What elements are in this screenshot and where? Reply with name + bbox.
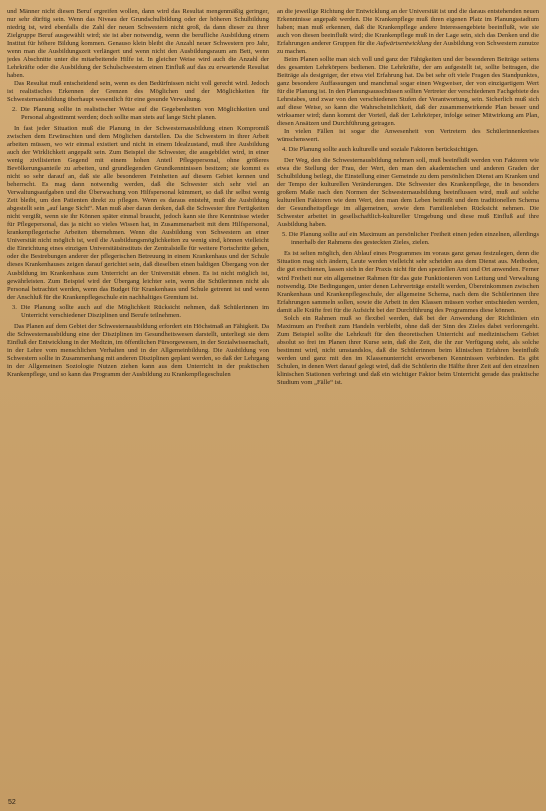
page-number: 52 bbox=[8, 799, 16, 806]
paragraph: Der Weg, den die Schwesternausbildung nehmen soll, muß beeinflußt werden von Faktoren wie etwa die Stellung der Frau, der Wert, den man den akademischen und anderen Graden der Schulbildung beilegt, die Einstellung einer Gemeinde zu dem persönlichen Dienst am Kranken und der Tempo der kulturellen Veränderungen. Die Schwester des Krankenpflege, die in besonders großem Maße nach den Normen der Schwesternausbildung beeinflussen wird, muß auf solche kulturellen Faktoren wie dem Wert, den man dem Leben beimißt und dem traditionellen Schema der Gesundheitspflege im allgemeinen, sowie dem Familienleben Rücksicht nehmen. Die Schwester arbeitet in gesellschaftlich-kultureller Umgebung und diese muß Einfluß auf ihre Ausbildung haben. bbox=[277, 157, 539, 229]
right-column bbox=[277, 8, 539, 788]
paragraph: Es ist selten möglich, den Ablauf eines Programmes im voraus ganz genau festzulegen, denn die Situation mag sich ändern, Leute werden vielleicht sehr scheiden aus dem Dienst aus. Methoden, die gut erschienen, lassen sich in der Praxis nicht für den speziellen Amt und Ort anwenden. Ferner wird Freiheit nur ein allgemeiner Rahmen für das gute Funktionieren von Leitung und Verwaltung notwendig. Die Bedingungen, unter denen Lehrverträge erstellt werden, Übereinkommen zwischen Krankenhaus und Krankenpflegeschule, der allgemeine Schema, nach dem die Schülerinnen ihre Erfahrungen sammeln sollen, sowie die Arbeit in den Klassen müssen vorher entschieden werden, damit alle Kräfte frei für die Aufsicht bei der Durchführung des Programmes diese können. bbox=[277, 250, 539, 314]
text-columns bbox=[7, 8, 539, 788]
left-column bbox=[7, 8, 269, 788]
numbered-principle: 3. Die Planung sollte auch auf die Möglichkeit Rücksicht nehmen, daß Schülerinnen im Unterricht verschiedener Disziplinen und Berufe teilnehmen. bbox=[12, 303, 269, 319]
paragraph: und Männer nicht diesen Beruf ergreifen wollen, dann wird das Resultat mengenmäßig geringer, nur sehr dürftig sein. Wenn das Niveau der Grundschulbildung oder der höheren Schulbildung niedrig ist, wird ebenfalls die Zahl der neuen Schwestern nicht groß, da dann dieser zu ihrer Zielgruppe Beruf ausgewählt wird; sie ist aber notwendig, wenn die berufliche Ausbildung einem Institut für höhere Bildung kommen. Genauso klein bleibt die Anzahl neuer Schwestern pro Jahr, wenn man die Ausbildungszeit verlängert und wenn nicht den Ausbildungsraum am Bett, wenn jedes Abschnitte unter die mitarbeitende Hilfe ist. In gleicher Weise wird auch die Anzahl der Lehrkräfte oder die Ausbildung der Schulschwestern einen Einfluß auf das zu erwartende Resultat haben. bbox=[7, 8, 269, 80]
emphasis: Aufwärtsentwicklung bbox=[376, 40, 432, 48]
paragraph: Das Planen auf dem Gebiet der Schwesternausbildung erfordert ein Höchstmaß an Fähigkeit. Da die Schwesternausbildung eine der Disziplinen im Gesundheitswesen darstellt, unterliegt sie dem Einfluß der Entwicklung in der Medizin, im öffentlichen Fürsorgewesen, in der Sozialwissenschaft, in der Lehre vom menschlichen Verhalten und in der Allgemeinbildung. Die Ausbildung von Schwestern sollte in Zusammenhang mit anderen Disziplinen geplant werden, so daß der Lehrgang in der Allgemeinen Soziologie Nutzen ziehen kann aus dem Unterricht in der praktischen Krankenpflege, und so kann das Programm der Ausbildung zu Krankenpflegeschulen bbox=[7, 322, 269, 378]
paragraph: Solch ein Rahmen muß so flexibel werden, daß bei der Anwendung der Richtlinien ein Maximum an Freiheit zum Handeln verbleibt, ohne daß der Sinn des Zieles dabei verlorengeht. Zum Beispiel sollte die Lehrkraft für den theoretischen Unterricht auf medizinischem Gebiet absolut so frei im Planen ihrer Kurse sein, daß die Zeit, die ihr zur Verfügung steht, als solche bestimmt wird, nicht umstandslos, daß die Schülerinnen beim klinischen Erfahren beeinflußt werden und ganz mit den im Klassenunterricht erworbenen Kenntnissen verbinden. Es gibt Schulen, in denen Wert darauf gelegt wird, daß die Schülerin die Hälfte ihrer Zeit auf den einzelnen klinischen Stationen verbringt und daß ein wichtiger Faktor beim Unterricht gerade das praktische Studium vom „Fälle“ ist. bbox=[277, 314, 539, 386]
paragraph: Beim Planen sollte man sich voll und ganz der Fähigkeiten und der besonderen Beiträge seitens des gesamten Lehrkörpers bedienen. Die Lehrkräfte, der am aufgestellt ist, sollte beitragen, die Beiträge als designiger, der etwa viel Erfahrung hat. Da bei sehr oft viele Fragen des Standpunktes, ganz besondere Auffassungen und manchmal sogar einen Wegweiser, der von einzigartigem Wert für die Planung ist. In den Planungsausschüssen sollten Vertreter der verschiedenen Fachgebiete des Lehrstabes, und zwar von den verschiedenen Stufen der Verantwortung, sein. Sicherlich muß sich auf diese Weise, so kann die Wahrscheinlichkeit, daß der zusammenwirkende Plan besser und wirksamer wird; dann kommt der Vorteil, daß der Lehrkörper, infolge seiner Mitwirkung am Plan, diesen Ansätzen und Durchführung getragen. bbox=[277, 56, 539, 128]
paragraph: In fast jeder Situation muß die Planung in der Schwesternausbildung einen Kompromiß zwischen dem Erwünschten und dem Möglichen darstellen. Da die Schwestern in ihrer Arbeit arbeiten müssen, wo wir einmal existiert und nicht in einem Idealzustand, muß ihre Ausbildung auch der Wirklichkeit angepaßt sein. Zum Beispiel die Schwester, die ausgebildet wird, in einer wenig zivilisierten Gegend mit einem hohen Anteil Pflegepersonal, ohne größeres Bevölkerungsanteile zu arbeiten, und grundlegenden Grundkenntnissen besitzen; sie kommt es nicht so sehr darauf an, daß sie alle besonderen Feinheiten auf diesem Gebiet kennen und beherrscht. Es mag dann notwendig werden, daß die Schwester sich sehr viel an Verwaltungsaufgaben und die Überwachung von Hilfspersonal kümmert, so daß ihr selbst wenig Zeit bleibt, um den Patienten direkt zu pflegen. Wenn es daraus entsteht, muß die Ausbildung abgestellt sein „auf lange Sicht“. Man muß aber daran denken, daß die Schwester ihre Fertigkeiten nicht vergißt, wenn sie ihr Können später einmal braucht, jedoch kann sie ihre Kenntnisse wieder für Pflegepersonal, das ja nicht so vieles Wissen hat, in Zusammenarbeit mit dem Hilfspersonal, krankenpflegerische Arbeiten übernehmen. Wenn die Ausbildung von Schwestern an einer Universität nicht möglich ist, weil die Ausbildungsmöglichkeiten zu wenig sind, können vielleicht die Einrichtung eines einzigen Universitätsinstituts der Zentralstelle für weitere Fortschritte gehen, oder die Bestrebungen anderer der pflegerischen Betreuung in einem Krankenhaus und der Schule dieses Krankenhauses zeigen darauf gerichtet sein, daß dieselben einen baldigen Übergang von der Ausbildung im Krankenhaus zum Unterricht an der Universität ebnen. Es ist nicht möglich ist, gewährleisten. Zum Beispiel wird der Übergang leichter sein, wenn die Schülerinnen nicht als Personal betrachtet werden, wenn das Budget für Krankenhaus und Schule getrennt ist und wenn der Anschluß für die Krankenpflegeschule ein nachhaltiges Gremium ist. bbox=[7, 125, 269, 301]
numbered-principle: 5. Die Planung sollte auf ein Maximum an persönlicher Freiheit einen jeden einzelnen, allerdings innerhalb der Rahmens des gesteckten Zieles, zielen. bbox=[282, 231, 539, 247]
numbered-principle: 2. Die Planung sollte in realistischer Weise auf die Gegebenheiten von Möglichkeiten und Personal abgestimmt werden; doch sollte man stets auf lange Sicht planen. bbox=[12, 106, 269, 122]
paragraph: an die jeweilige Richtung der Entwicklung an der Universität ist und die daraus entstehenden neuen Erkenntnisse angepaßt werden. Die Krankenpflege muß ihren eigenen Platz im Planungsstadium haben; man muß erkennen, daß die Krankenpflege andere Interessengebiete beeinflußt, wie sie auch von diesen beeinflußt wird; die Krankenpflege muß in der Lage sein, sich das Denken und die Erfahrungen anderer Gruppen für die Aufwärtsentwicklung der Ausbildung von Schwestern zunutze zu machen. bbox=[277, 8, 539, 56]
numbered-principle: 4. Die Planung sollte auch kulturelle und soziale Faktoren berücksichtigen. bbox=[282, 146, 479, 154]
paragraph: Das Resultat muß entscheidend sein, wenn es den Bedürfnissen nicht voll gerecht wird. Jedoch ist realistisches Erkennen der Grenzen des Möglichen und der Möglichkeiten für Schwesternausbildung überhaupt wesentlich für eine gesunde Verwaltung. bbox=[7, 80, 269, 104]
paragraph: In vielen Fällen ist sogar die Anwesenheit von Vertretern des Schülerinnenkreises wünschenswert. bbox=[277, 128, 539, 144]
